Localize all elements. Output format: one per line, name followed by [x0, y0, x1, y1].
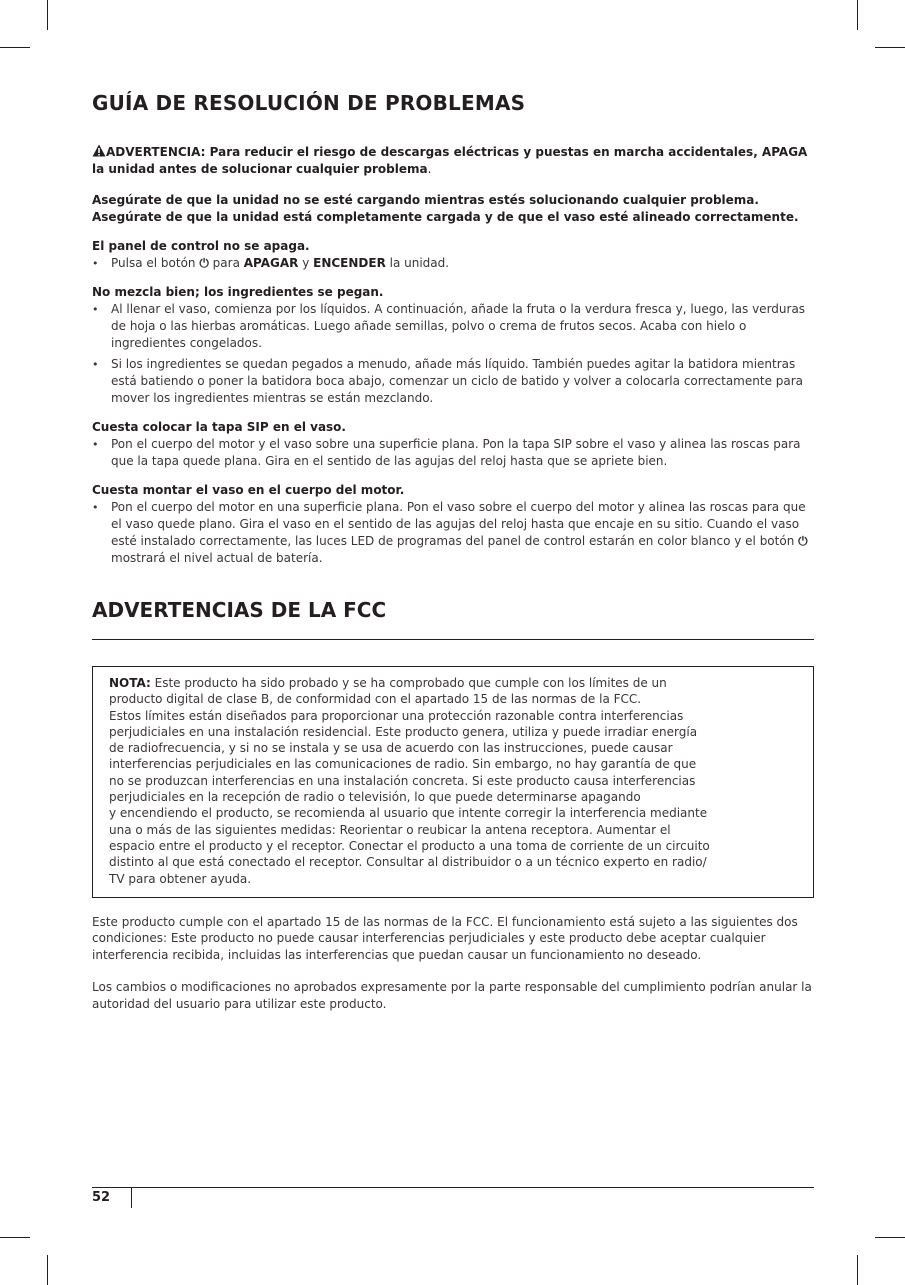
warning-block — [92, 144, 814, 178]
bullet-list — [92, 255, 814, 272]
crop-mark — [875, 47, 905, 48]
note-line: perjudiciales en una instalación residencial. Este producto genera, utiliza y puede irradiar energía — [109, 724, 698, 739]
section-title: Cuesta colocar la tapa SIP en el vaso. — [92, 420, 346, 434]
note-line: producto digital de clase B, de conformidad con el apartado 15 de las normas de la FCC. — [109, 692, 642, 707]
troubleshooting-sections — [92, 238, 814, 567]
fcc-title: ADVERTENCIAS DE LA FCC — [92, 598, 387, 622]
note-line: interferencias perjudiciales en las comunicaciones de radio. Sin embargo, no hay garantía de que — [109, 757, 697, 772]
list-item: • Al llenar el vaso, comienza por los líquidos. A continuación, añade la fruta o la verdura fresca y, luego, las verduras de hoja o las hierbas aromáticas. Luego añade semillas, polvo o crema de frutos secos. Acaba con hielo o ingredientes congelados. — [92, 301, 814, 352]
power-icon: ⏻ — [199, 256, 209, 270]
page-number: 52 — [92, 1190, 111, 1205]
crop-mark — [857, 0, 858, 30]
warning-triangle-icon — [92, 144, 106, 157]
power-icon: ⏻ — [798, 534, 808, 548]
list-item — [92, 499, 814, 567]
crop-mark — [857, 1255, 858, 1285]
note-line: TV para obtener ayuda. — [109, 871, 252, 886]
text-run: Pon el cuerpo del motor en una superficie plana. Pon el vaso sobre el cuerpo del motor y alinea las roscas para que el vaso quede plano. Gira el vaso en el sentido de las agujas del reloj hasta que encaje en su sitio. Cuando el vaso esté instalado correctamente, las luces LED de programas del panel de control estarán en color blanco y el botón — [111, 500, 806, 548]
crop-mark — [47, 1255, 48, 1285]
section-title: El panel de control no se apaga. — [92, 239, 310, 253]
crop-mark — [875, 1237, 905, 1238]
text-run: para — [208, 256, 244, 270]
crop-mark — [47, 0, 48, 30]
keyword: APAGAR — [243, 256, 299, 270]
page-title: GUÍA DE RESOLUCIÓN DE PROBLEMAS — [92, 91, 526, 115]
bullet-list — [92, 436, 814, 470]
note-line: perjudiciales en la recepción de radio o televisión, lo que puede determinarse apagando — [109, 790, 641, 805]
note-line — [109, 675, 797, 691]
fcc-paragraph-1: Este producto cumple con el apartado 15 de las normas de la FCC. El funcionamiento está sujeto a las siguientes dos condiciones: Este producto no puede causar interferencias perjudiciales y este producto debe aceptar cualquier interferencia recibida, incluidas las interferencias que puedan causar un funcionamiento no deseado. — [92, 914, 798, 962]
list-item: • Pon el cuerpo del motor y el vaso sobre una superficie plana. Pon la tapa SIP sobre el vaso y alinea las roscas para que la tapa quede plana. Gira en el sentido de las agujas del reloj hasta que se apriete bien. — [92, 436, 814, 470]
note-line: espacio entre el producto y el receptor. Conectar el producto a una toma de corriente de un circuito — [109, 838, 710, 853]
warning-end: . — [427, 162, 432, 176]
text-run: mostrará el nivel actual de batería. — [111, 551, 323, 565]
section-divider — [92, 639, 814, 640]
note-text: Este producto ha sido probado y se ha comprobado que cumple con los límites de un — [150, 676, 667, 690]
warning-text: Para reducir el riesgo de descargas eléctricas y puestas en marcha accidentales, APAGA la unidad antes de solucionar cualquier problema — [92, 145, 808, 176]
crop-mark — [0, 1237, 30, 1238]
note-line: una o más de las siguientes medidas: Reorientar o reubicar la antena receptora. Aumentar el — [109, 822, 671, 837]
footer-divider — [92, 1187, 814, 1188]
keyword: ENCENDER — [313, 256, 386, 270]
bullet-list — [92, 301, 814, 407]
list-item — [92, 255, 814, 272]
fcc-paragraph-2: Los cambios o modificaciones no aprobados expresamente por la parte responsable del cumplimiento podrían anular la autoridad del usuario para utilizar este producto. — [92, 980, 812, 1011]
note-line: de radiofrecuencia, y si no se instala y se usa de acuerdo con las instrucciones, puede causar — [109, 741, 673, 756]
section-title: No mezcla bien; los ingredientes se pegan. — [92, 285, 384, 299]
text-run: la unidad. — [385, 256, 450, 270]
note-line: distinto al que está conectado el receptor. Consultar al distribuidor o a un técnico experto en radio/ — [109, 855, 707, 870]
warning-label: ADVERTENCIA: — [106, 145, 206, 159]
note-line: Estos límites están diseñados para proporcionar una protección razonable contra interferencias — [109, 708, 684, 723]
footer-separator — [131, 1188, 132, 1208]
list-item: • Si los ingredientes se quedan pegados a menudo, añade más líquido. También puedes agitar la batidora mientras está batiendo o poner la batidora boca abajo, comenzar un ciclo de batido y volver a colocarla correctamente para mover los ingredientes mientras se están mezclando. — [92, 356, 814, 407]
note-line: y encendiendo el producto, se recomienda al usuario que intente corregir la interferencia mediante — [109, 806, 708, 821]
prelude-text: Asegúrate de que la unidad no se esté cargando mientras estés solucionando cualquier problema. Asegúrate de que la unidad está completamente cargada y de que el vaso esté alineado correctamente. — [92, 193, 799, 224]
text-run: y — [298, 256, 314, 270]
bullet-list — [92, 499, 814, 567]
crop-mark — [0, 47, 30, 48]
text-run: Pulsa el botón — [111, 256, 200, 270]
page-content — [92, 90, 814, 1012]
fcc-note-box — [92, 666, 814, 898]
note-line: no se produzcan interferencias en una instalación concreta. Si este producto causa interferencias — [109, 773, 696, 788]
note-label: NOTA: — [109, 676, 151, 690]
section-title: Cuesta montar el vaso en el cuerpo del motor. — [92, 483, 405, 497]
